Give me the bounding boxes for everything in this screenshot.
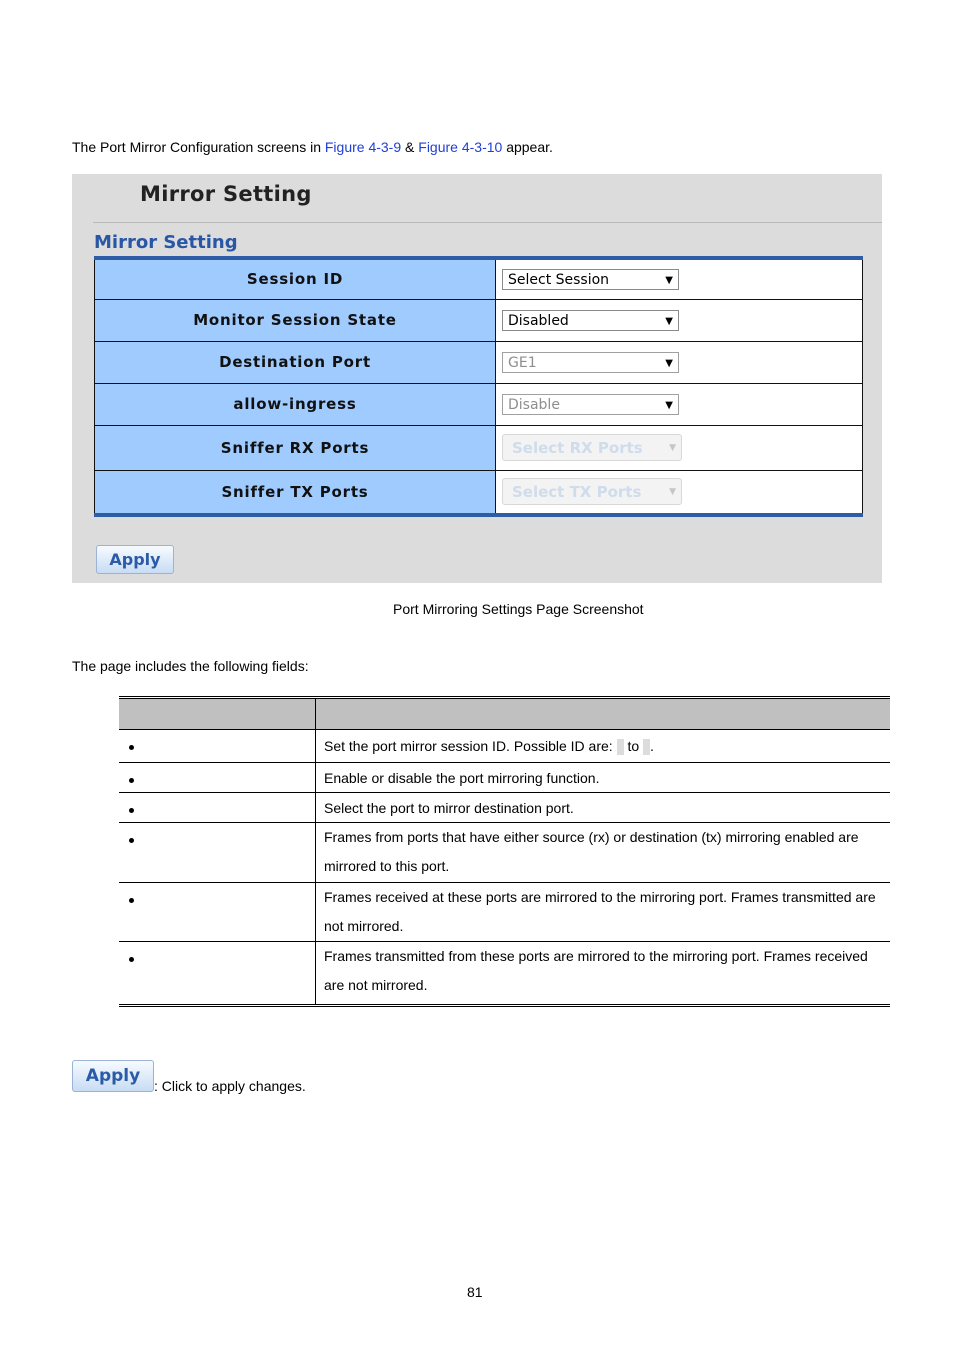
- apply-note: : Click to apply changes.: [154, 1078, 306, 1094]
- bullet-icon: [129, 745, 134, 750]
- field-description: Frames from ports that have either source (rx) or destination (tx) mirroring enabled are mirrored to this port.: [316, 823, 891, 883]
- row-monitor-session-state: [95, 299, 863, 341]
- figure-link-4-3-9[interactable]: Figure 4-3-9: [324, 139, 402, 155]
- mirror-setting-subtitle: Mirror Setting: [94, 232, 238, 253]
- fields-header-row: [119, 698, 890, 730]
- intro-sentence: [72, 139, 553, 155]
- allow-ingress-value: Disable: [508, 396, 560, 413]
- row-allow-ingress: [95, 383, 863, 425]
- intro-amp: &: [401, 139, 419, 155]
- field-description: Frames received at these ports are mirrored to the mirroring port. Frames transmitted are not mirrored.: [316, 883, 891, 942]
- fields-intro: The page includes the following fields:: [72, 658, 309, 674]
- bullet-icon: [129, 898, 134, 903]
- table-row: [119, 883, 890, 942]
- mirror-setting-table: [94, 256, 863, 517]
- apply-button[interactable]: Apply: [96, 545, 174, 574]
- sniffer-rx-ports-label: Sniffer RX Ports: [95, 425, 496, 470]
- session-id-label: Session ID: [95, 258, 496, 299]
- page-number: 81: [467, 1284, 483, 1300]
- dropdown-arrow-icon: ▼: [669, 487, 676, 498]
- table-row: [119, 730, 890, 763]
- redacted-value: [617, 739, 624, 755]
- table-row: [119, 942, 890, 1006]
- description-column-header: [316, 698, 891, 730]
- session-id-select[interactable]: [502, 269, 679, 290]
- dropdown-arrow-icon: ▼: [665, 357, 673, 369]
- session-id-value: Select Session: [508, 271, 610, 288]
- bullet-icon: [129, 778, 134, 783]
- bullet-icon: [129, 838, 134, 843]
- monitor-session-state-label: Monitor Session State: [95, 299, 496, 341]
- allow-ingress-label: allow-ingress: [95, 383, 496, 425]
- dropdown-arrow-icon: ▼: [665, 399, 673, 411]
- figure-caption: Port Mirroring Settings Page Screenshot: [393, 601, 644, 617]
- row-sniffer-rx-ports: [95, 425, 863, 470]
- bullet-icon: [129, 957, 134, 962]
- mirror-setting-screenshot: [72, 174, 882, 583]
- dropdown-arrow-icon: ▼: [665, 274, 673, 286]
- field-description-to: to: [623, 738, 644, 754]
- bullet-icon: [129, 808, 134, 813]
- mirror-setting-title: Mirror Setting: [140, 182, 312, 206]
- field-description: Set the port mirror session ID. Possible ID are:: [324, 738, 617, 754]
- field-description: Frames transmitted from these ports are mirrored to the mirroring port. Frames received are not mirrored.: [316, 942, 891, 1006]
- intro-suffix: appear.: [502, 139, 553, 155]
- table-row: [119, 763, 890, 793]
- fields-table: [119, 696, 890, 1007]
- apply-button-legend[interactable]: Apply: [72, 1060, 154, 1092]
- destination-port-label: Destination Port: [95, 341, 496, 383]
- row-session-id: [95, 258, 863, 299]
- sniffer-rx-ports-value: Select RX Ports: [512, 439, 643, 457]
- table-row: [119, 823, 890, 883]
- sniffer-tx-ports-label: Sniffer TX Ports: [95, 470, 496, 515]
- field-description: Select the port to mirror destination port.: [316, 793, 891, 823]
- intro-prefix: The Port Mirror Configuration screens in: [72, 139, 325, 155]
- destination-port-value: GE1: [508, 354, 537, 371]
- sniffer-tx-ports-value: Select TX Ports: [512, 483, 642, 502]
- figure-link-4-3-10[interactable]: Figure 4-3-10: [418, 139, 503, 155]
- allow-ingress-select[interactable]: [502, 394, 679, 415]
- row-sniffer-tx-ports: [95, 470, 863, 515]
- table-row: [119, 793, 890, 823]
- redacted-value: [643, 739, 650, 755]
- sniffer-rx-ports-multiselect[interactable]: [502, 434, 682, 461]
- monitor-session-state-select[interactable]: [502, 310, 679, 331]
- dropdown-arrow-icon: ▼: [669, 443, 676, 453]
- sniffer-tx-ports-multiselect[interactable]: [502, 478, 682, 505]
- title-divider: [93, 222, 882, 223]
- field-description: Enable or disable the port mirroring function.: [316, 763, 891, 793]
- row-destination-port: [95, 341, 863, 383]
- destination-port-select[interactable]: [502, 352, 679, 373]
- field-description-end: .: [650, 738, 654, 754]
- dropdown-arrow-icon: ▼: [665, 315, 673, 327]
- object-column-header: [119, 698, 316, 730]
- monitor-session-state-value: Disabled: [508, 312, 569, 329]
